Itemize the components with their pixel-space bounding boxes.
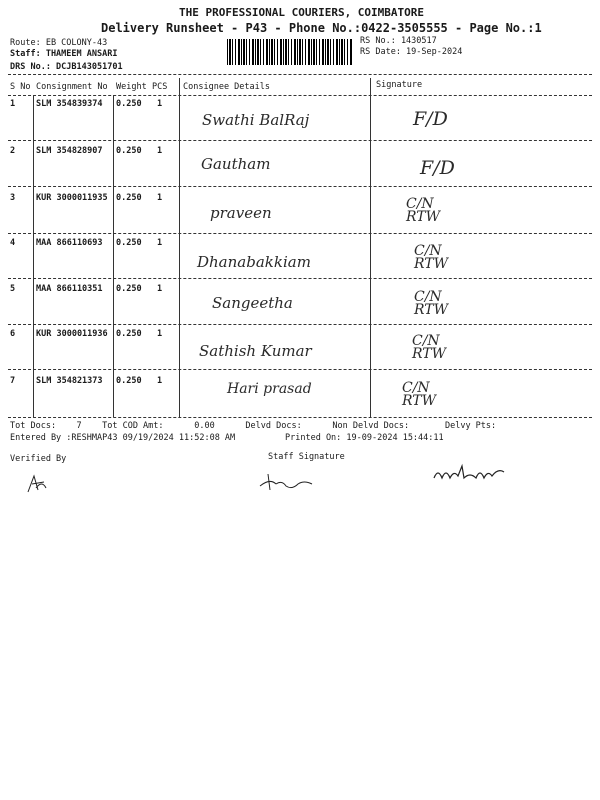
row6-pcs: 1	[157, 329, 163, 339]
row7-pcs: 1	[157, 376, 163, 386]
additional-signature-scribble	[432, 460, 512, 484]
staff-label: Staff: THAMEEM ANSARI	[10, 49, 118, 59]
rs-number: RS No.: 1430517	[360, 36, 437, 46]
rs-date: RS Date: 19-Sep-2024	[360, 47, 463, 57]
row2-consignment: SLM 354828907	[36, 146, 103, 156]
row6-consignment: KUR 3000011936	[36, 329, 108, 339]
row5-signature: C/N RTW	[414, 289, 449, 318]
verifier-signature-scribble	[24, 470, 52, 496]
row3-pcs: 1	[157, 193, 163, 203]
row5-pcs: 1	[157, 284, 163, 294]
row4-sno: 4	[10, 238, 16, 248]
row4-consignee: Dhanabakkiam	[197, 253, 311, 271]
row2-weight: 0.250	[116, 146, 142, 156]
row1-weight: 0.250	[116, 99, 142, 109]
row4-pcs: 1	[157, 238, 163, 248]
row4-consignment: MAA 866110693	[36, 238, 103, 248]
row1-sno: 1	[10, 99, 16, 109]
row2-consignee: Gautham	[201, 155, 271, 173]
row4-signature: C/N RTW	[414, 243, 449, 272]
col-header-weight: Weight	[116, 82, 147, 92]
row3-weight: 0.250	[116, 193, 142, 203]
row7-weight: 0.250	[116, 376, 142, 386]
row3-consignee: praveen	[210, 204, 272, 222]
drs-number: DRS No.: DCJB143051701	[10, 62, 123, 72]
row1-consignment: SLM 354839374	[36, 99, 103, 109]
row3-consignment: KUR 3000011935	[36, 193, 108, 203]
row5-weight: 0.250	[116, 284, 142, 294]
col-header-sno: S No	[10, 82, 31, 92]
staff-signature-label: Staff Signature	[268, 452, 345, 462]
barcode-image	[227, 39, 353, 65]
entered-by: Entered By :RESHMAP43 09/19/2024 11:52:08 AM	[10, 433, 236, 443]
row6-sno: 6	[10, 329, 16, 339]
row5-consignment: MAA 866110351	[36, 284, 103, 294]
row6-weight: 0.250	[116, 329, 142, 339]
row6-consignee: Sathish Kumar	[199, 342, 312, 360]
row1-consignee: Swathi BalRaj	[202, 111, 310, 129]
row2-sno: 2	[10, 146, 16, 156]
row1-signature: F/D	[413, 108, 448, 130]
col-header-consignment: Consignment No	[36, 82, 108, 92]
row3-sno: 3	[10, 193, 16, 203]
col-header-pcs: PCS	[152, 82, 168, 92]
runsheet-subtitle: Delivery Runsheet - P43 - Phone No.:0422-3505555 - Page No.:1	[101, 21, 542, 35]
staff-signature-scribble	[258, 470, 318, 492]
row4-weight: 0.250	[116, 238, 142, 248]
totals-line: Tot Docs: 7 Tot COD Amt: 0.00 Delvd Docs: Non Delvd Docs: Delvy Pts:	[10, 421, 497, 431]
verified-by-label: Verified By	[10, 454, 67, 464]
row6-signature: C/N RTW	[412, 333, 447, 362]
row1-pcs: 1	[157, 99, 163, 109]
row7-sno: 7	[10, 376, 16, 386]
company-title: THE PROFESSIONAL COURIERS, COIMBATORE	[179, 6, 425, 19]
row7-signature: C/N RTW	[402, 380, 437, 409]
printed-on: Printed On: 19-09-2024 15:44:11	[285, 433, 444, 443]
row5-sno: 5	[10, 284, 16, 294]
col-header-consignee: Consignee Details	[183, 82, 270, 92]
col-header-signature: Signature	[376, 80, 423, 90]
row7-consignment: SLM 354821373	[36, 376, 103, 386]
row7-consignee: Hari prasad	[227, 381, 312, 397]
route-label: Route: EB COLONY-43	[10, 38, 108, 48]
row2-pcs: 1	[157, 146, 163, 156]
row3-signature: C/N RTW	[406, 196, 441, 225]
row2-signature: F/D	[420, 157, 455, 179]
row5-consignee: Sangeetha	[212, 294, 293, 312]
